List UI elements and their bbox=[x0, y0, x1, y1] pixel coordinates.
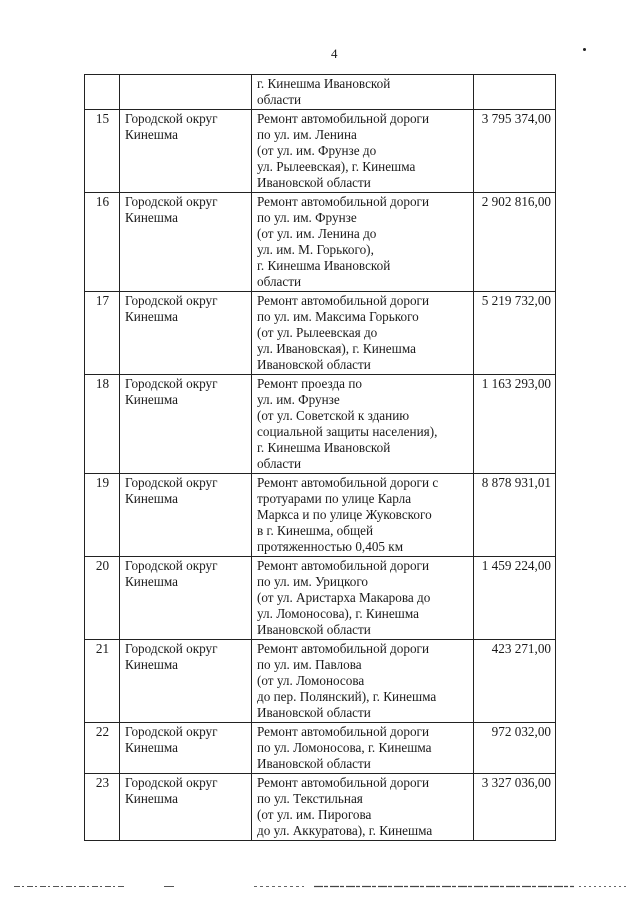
description-line: по ул. им. Фрунзе bbox=[257, 210, 357, 225]
district-line: Кинешма bbox=[125, 657, 179, 672]
road-repair-table bbox=[84, 74, 556, 841]
district-line: Кинешма bbox=[125, 210, 179, 225]
cell-number: 23 bbox=[85, 774, 120, 841]
cell-description bbox=[252, 375, 474, 474]
description-line: ул. им. Фрунзе bbox=[257, 392, 340, 407]
cell-description bbox=[252, 774, 474, 841]
table-row bbox=[85, 375, 556, 474]
cell-district bbox=[120, 557, 252, 640]
district-line: Кинешма bbox=[125, 127, 179, 142]
cell-amount: 1 163 293,00 bbox=[474, 375, 556, 474]
district-line: Городской округ bbox=[125, 293, 218, 308]
scan-artifact-footer bbox=[14, 885, 626, 888]
description-line: до пер. Полянский), г. Кинешма bbox=[257, 689, 437, 704]
description-line: Маркса и по улице Жуковского bbox=[257, 507, 432, 522]
district-line: Городской округ bbox=[125, 376, 218, 391]
description-line: Ремонт автомобильной дороги bbox=[257, 111, 430, 126]
cell-amount: 972 032,00 bbox=[474, 723, 556, 774]
cell-number: 15 bbox=[85, 110, 120, 193]
cell-description bbox=[252, 723, 474, 774]
description-line: Ивановской области bbox=[257, 175, 371, 190]
description-line: области bbox=[257, 274, 302, 289]
cell-number: 20 bbox=[85, 557, 120, 640]
description-line: области bbox=[257, 92, 302, 107]
district-line: Кинешма bbox=[125, 574, 179, 589]
district-line: Городской округ bbox=[125, 475, 218, 490]
cell-description bbox=[252, 75, 474, 110]
cell-number: 22 bbox=[85, 723, 120, 774]
table-row bbox=[85, 640, 556, 723]
district-line: Кинешма bbox=[125, 392, 179, 407]
description-line: г. Кинешма Ивановской bbox=[257, 76, 391, 91]
description-line: (от ул. Советской к зданию bbox=[257, 408, 410, 423]
description-line: тротуарами по улице Карла bbox=[257, 491, 412, 506]
description-line: ул. Ломоносова), г. Кинешма bbox=[257, 606, 419, 621]
cell-number bbox=[85, 75, 120, 110]
description-line: по ул. Ломоносова, г. Кинешма bbox=[257, 740, 432, 755]
district-line: Городской округ bbox=[125, 641, 218, 656]
district-line: Кинешма bbox=[125, 491, 179, 506]
cell-description bbox=[252, 193, 474, 292]
description-line: по ул. им. Ленина bbox=[257, 127, 357, 142]
cell-description bbox=[252, 557, 474, 640]
table-row bbox=[85, 557, 556, 640]
table-row bbox=[85, 774, 556, 841]
description-line: ул. Рылеевская), г. Кинешма bbox=[257, 159, 416, 174]
description-line: социальной защиты населения), bbox=[257, 424, 438, 439]
description-line: Ремонт автомобильной дороги bbox=[257, 194, 430, 209]
description-line: в г. Кинешма, общей bbox=[257, 523, 374, 538]
district-line: Городской округ bbox=[125, 775, 218, 790]
cell-district bbox=[120, 640, 252, 723]
table-row bbox=[85, 292, 556, 375]
cell-description bbox=[252, 292, 474, 375]
description-line: (от ул. им. Пирогова bbox=[257, 807, 372, 822]
table-row bbox=[85, 193, 556, 292]
description-line: ул. им. М. Горького), bbox=[257, 242, 374, 257]
description-line: по ул. им. Павлова bbox=[257, 657, 362, 672]
description-line: Ивановской области bbox=[257, 357, 371, 372]
table-row bbox=[85, 474, 556, 557]
cell-district bbox=[120, 110, 252, 193]
description-line: Ремонт автомобильной дороги bbox=[257, 558, 430, 573]
description-line: (от ул. Аристарха Макарова до bbox=[257, 590, 431, 605]
description-line: Ивановской области bbox=[257, 756, 371, 771]
page-number: 4 bbox=[331, 46, 338, 61]
cell-amount: 8 878 931,01 bbox=[474, 474, 556, 557]
description-line: (от ул. Ломоносова bbox=[257, 673, 365, 688]
district-line: Кинешма bbox=[125, 791, 179, 806]
cell-description bbox=[252, 474, 474, 557]
description-line: по ул. им. Максима Горького bbox=[257, 309, 419, 324]
description-line: (от ул. им. Ленина до bbox=[257, 226, 377, 241]
district-line: Городской округ bbox=[125, 111, 218, 126]
cell-amount: 3 795 374,00 bbox=[474, 110, 556, 193]
description-line: Ремонт автомобильной дороги bbox=[257, 775, 430, 790]
cell-number: 16 bbox=[85, 193, 120, 292]
description-line: протяженностью 0,405 км bbox=[257, 539, 404, 554]
cell-amount: 2 902 816,00 bbox=[474, 193, 556, 292]
table-row bbox=[85, 723, 556, 774]
district-line: Кинешма bbox=[125, 309, 179, 324]
description-line: ул. Ивановская), г. Кинешма bbox=[257, 341, 416, 356]
description-line: области bbox=[257, 456, 302, 471]
cell-number: 21 bbox=[85, 640, 120, 723]
description-line: Ремонт автомобильной дороги bbox=[257, 724, 430, 739]
description-line: Ремонт автомобильной дороги bbox=[257, 293, 430, 308]
description-line: до ул. Аккуратова), г. Кинешма bbox=[257, 823, 433, 838]
scan-dot-mark bbox=[583, 48, 586, 51]
cell-number: 19 bbox=[85, 474, 120, 557]
cell-district bbox=[120, 723, 252, 774]
cell-amount: 3 327 036,00 bbox=[474, 774, 556, 841]
cell-district bbox=[120, 474, 252, 557]
cell-description bbox=[252, 640, 474, 723]
cell-district bbox=[120, 375, 252, 474]
cell-amount: 1 459 224,00 bbox=[474, 557, 556, 640]
description-line: (от ул. Рылеевская до bbox=[257, 325, 378, 340]
cell-district bbox=[120, 193, 252, 292]
cell-district bbox=[120, 292, 252, 375]
cell-amount: 423 271,00 bbox=[474, 640, 556, 723]
cell-district bbox=[120, 75, 252, 110]
cell-description bbox=[252, 110, 474, 193]
description-line: г. Кинешма Ивановской bbox=[257, 440, 391, 455]
description-line: Ивановской области bbox=[257, 705, 371, 720]
district-line: Городской округ bbox=[125, 724, 218, 739]
district-line: Кинешма bbox=[125, 740, 179, 755]
description-line: по ул. Текстильная bbox=[257, 791, 363, 806]
cell-number: 18 bbox=[85, 375, 120, 474]
cell-number: 17 bbox=[85, 292, 120, 375]
description-line: (от ул. им. Фрунзе до bbox=[257, 143, 377, 158]
table-row bbox=[85, 110, 556, 193]
cell-district bbox=[120, 774, 252, 841]
description-line: по ул. им. Урицкого bbox=[257, 574, 369, 589]
description-line: Ремонт автомобильной дороги с bbox=[257, 475, 439, 490]
description-line: Ремонт проезда по bbox=[257, 376, 362, 391]
description-line: г. Кинешма Ивановской bbox=[257, 258, 391, 273]
table-row-continuation bbox=[85, 75, 556, 110]
description-line: Ивановской области bbox=[257, 622, 371, 637]
district-line: Городской округ bbox=[125, 194, 218, 209]
cell-amount: 5 219 732,00 bbox=[474, 292, 556, 375]
cell-amount bbox=[474, 75, 556, 110]
description-line: Ремонт автомобильной дороги bbox=[257, 641, 430, 656]
district-line: Городской округ bbox=[125, 558, 218, 573]
